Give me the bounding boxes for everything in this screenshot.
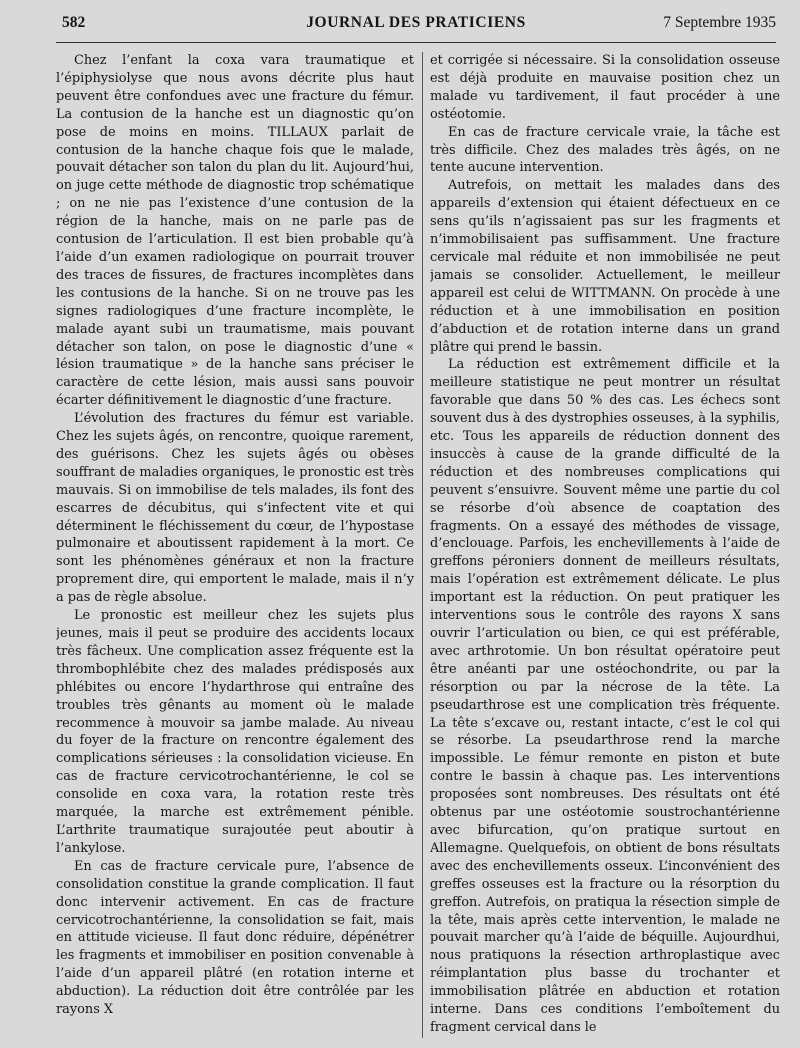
journal-title: JOURNAL DES PRATICIENS: [306, 14, 526, 31]
page-number: 582: [62, 14, 86, 31]
paragraph-coxa-vara: Chez l’enfant la coxa vara traumatique et l’épiphysiolyse que nous avons décrite plus haut peuvent être confondues avec une fracture du fémur. La contusion de la hanche est un diagnostic qu’on pose de moins en moins. TILLAUX parlait de contusion de la hanche chaque fois que le malade, pouvait détacher son talon du plan du lit. Aujourd’hui, on juge cette méthode de diagnostic trop schématique ; on ne nie pas l’existence d’une contusion de la région de la hanche, mais on ne parle pas de contusion de l’articulation. Il est bien probable qu’à l’aide d’un examen radiologique on pourrait trouver des traces de fissures, de fractures incomplètes dans les contusions de la hanche. Si on ne trouve pas les signes radiologiques d’une fracture incomplète, le malade ayant subi un traumatisme, mais pouvant détacher son talon, on pose le diagnostic d’une « lésion traumatique » de la hanche sans préciser le caractère de cette lésion, mais aussi sans pouvoir écarter définitivement le diagnostic d’une fracture.: [56, 53, 414, 409]
paragraph-evolution: L’évolution des fractures du fémur est variable. Chez les sujets âgés, on rencontre, quoique rarement, des guérisons. Chez les sujets âgés ou obèses souffrant de maladies organiques, le pronostic est très mauvais. Si on immobilise de tels malades, ils font des escarres de décubitus, qui s’infectent vite et qui déterminent le fléchissement du cœur, de l’hypostase pulmonaire et aboutissent rapidement à la mort. Ce sont les phénomènes généraux et non la fracture proprement dire, qui emportent le malade, mais il n’y a pas de règle absolue.: [56, 411, 414, 606]
right-column: [430, 52, 780, 1042]
paragraph-autrefois: Autrefois, on mettait les malades dans des appareils d’extension qui étaient défectueux en ce sens qu’ils n’agissaient pas sur les fragments et n’immobilisaient pas suffisamment. Une fracture cervicale mal réduite et non immobilisée ne peut jamais se consolider. Actuellement, le meilleur appareil est celui de WITTMANN. On procède à une réduction et à une immobilisation en position d’abduction et de rotation interne dans un grand plâtre qui prend le bassin.: [430, 178, 780, 355]
paragraph-reduction: La réduction est extrêmement difficile et la meilleure statistique ne peut montrer un résultat favorable que dans 50 % des cas. Les échecs sont souvent dus à des dystrophies osseuses, à la syphilis, etc. Tous les appareils de réduction donnent des insuccès à cause de la grande difficulté de la réduction et des nombreuses complications qui peuvent s’ensuivre. Souvent même une partie du col se résorbe d’où absence de coaptation des fragments. On a essayé des méthodes de vissage, d’enclouage. Parfois, les enchevillements à l’aide de greffons péroniers donnent de meilleurs résultats, mais l’opération est extrêmement délicate. Le plus important est la réduction. On peut pratiquer les interventions sous le contrôle des rayons X sans ouvrir l’articulation ou bien, ce qui est préférable, avec arthrotomie. Un bon résultat opératoire peut être anéanti par une ostéochondrite, ou par la résorption ou par la nécrose de la tête. La pseudarthrose est une complication très fréquente. La tête s’excave ou, restant intacte, c’est le col qui se résorbe. La pseudarthrose rend la marche impossible. Le fémur remonte en piston et bute contre le bassin à chaque pas. Les interventions proposées sont nombreuses. Des résultats ont été obtenus par une ostéotomie soustrochantérienne avec bifurcation, qu’on pratique surtout en Allemagne. Quelquefois, on obtient de bons résultats avec des enchevillements osseux. L’inconvénient des greffes osseuses est la fracture ou la résorption du greffon. Autrefois, on pratiqua la résection simple de la tête, mais après cette intervention, le malade ne pouvait marcher qu’à l’aide de béquille. Aujourdhui, nous pratiquons la résection arthroplastique avec réimplantation plus basse du trochanter et immobilisation plâtrée en abduction et rotation interne. Dans ces conditions l’emboîtement du fragment cervical dans le: [430, 357, 780, 1035]
page-header: [56, 14, 776, 36]
paragraph-continuation: et corrigée si nécessaire. Si la consolidation osseuse est déjà produite en mauvaise position chez un malade vu tardivement, il faut procéder à une ostéotomie.: [430, 53, 780, 122]
header-rule: [56, 42, 776, 43]
issue-date: 7 Septembre 1935: [663, 14, 776, 31]
paragraph-fracture-cervicale-vraie: En cas de fracture cervicale vraie, la tâche est très difficile. Chez des malades très âgés, on ne tente aucune intervention.: [430, 124, 780, 176]
paragraph-pronostic: Le pronostic est meilleur chez les sujets plus jeunes, mais il peut se produire des accidents locaux très fâcheux. Une complication assez fréquente est la thrombophlébite chez des malades prédisposés aux phlébites ou encore l’hydarthrose qui entraîne des troubles très gênants au moment où le malade recommence à mouvoir sa jambe malade. Au niveau du foyer de la fracture on rencontre également des complications sérieuses : la consolidation vicieuse. En cas de fracture cervicotrochantérienne, le col se consolide en coxa vara, la rotation reste très marquée, la marche est extrêmement pénible. L’arthrite traumatique surajoutée peut aboutir à l’ankylose.: [56, 608, 414, 856]
column-divider: [422, 52, 423, 1038]
paragraph-fracture-cervicale-pure: En cas de fracture cervicale pure, l’absence de consolidation constitue la grande complication. Il faut donc intervenir activement. En cas de fracture cervicotrochantérienne, la consolidation se fait, mais en attitude vicieuse. Il faut donc réduire, dépénétrer les fragments et immobiliser en position convenable à l’aide d’un appareil plâtré (en rotation interne et abduction). La réduction doit être contrôlée par les rayons X: [56, 858, 414, 1018]
left-column: [56, 52, 414, 1042]
